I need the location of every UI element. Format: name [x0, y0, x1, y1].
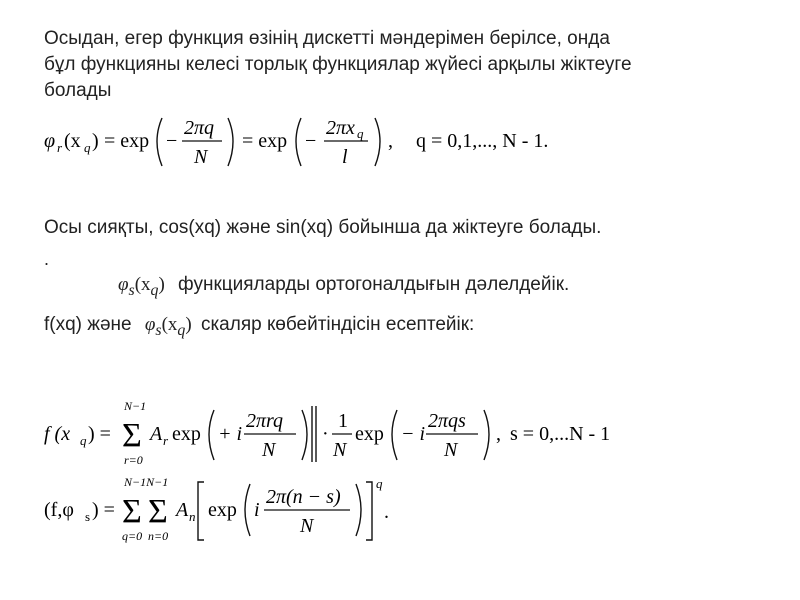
f3-sum-top: N−1N−1	[124, 475, 169, 489]
f1-arg: (x	[64, 130, 81, 152]
f3-frac-num: 2π(n − s)	[266, 486, 341, 508]
ortho-text: функцияларды ортогоналдығын дәлелдейік.	[178, 274, 570, 295]
f2-lhs: f (x	[44, 423, 71, 445]
f3-sum1-bottom: q=0	[122, 529, 143, 543]
scalar-product-line	[44, 312, 474, 343]
formula-1-svg	[44, 110, 604, 172]
f1-eq-exp-1: = exp	[104, 130, 150, 152]
f2-frac3-num: 2πqs	[428, 410, 466, 432]
f3-end: .	[384, 501, 389, 523]
f2-sum-top: N−1	[124, 399, 147, 413]
f3-lhs-close: ) =	[92, 499, 115, 521]
f3-bracket-left	[198, 482, 204, 540]
f2-frac1-num: 2πrq	[246, 410, 284, 432]
f3-lhs: (f,φ	[44, 499, 74, 521]
f2-coef: A	[150, 423, 163, 445]
f3-bracket-right	[366, 482, 372, 540]
f2-dot-op: ·	[322, 423, 329, 445]
formula-phi-r	[44, 110, 604, 172]
separator-dot: .	[44, 249, 50, 269]
paragraph-line-1: Осыдан, егер функция өзінің дискетті мәндерімен берілсе, онда	[44, 28, 610, 49]
f1-minus-1: −	[166, 130, 178, 152]
ortho-arg: (x	[134, 274, 151, 295]
f1-frac1-num: 2πq	[184, 117, 215, 139]
cos-sin-line: Осы сияқты, cos(xq) және sin(xq) бойынша да жіктеуге болады.	[44, 217, 602, 238]
f3-paren-left	[245, 484, 250, 536]
f1-right-paren-2	[375, 118, 380, 166]
f2-paren-1-right	[302, 410, 307, 460]
f3-exp: exp	[208, 499, 237, 521]
paragraph-line-2: бұл функцияны келесі торлық функциялар жүйесі арқылы жіктеуге	[44, 54, 632, 75]
f1-phi-sub: r	[57, 140, 63, 155]
scalar-phi-sub: s	[155, 321, 162, 339]
f1-range: q = 0,1,..., N - 1.	[416, 130, 549, 152]
f1-left-paren-2	[296, 118, 301, 166]
f2-exp2: exp	[355, 423, 384, 445]
f2-paren-2-right	[484, 410, 489, 460]
scalar-text: скаляр көбейтіндісін есептейік:	[200, 314, 475, 335]
f2-paren-1-left	[209, 410, 214, 460]
f2-plus-i: + i	[218, 423, 243, 445]
scalar-phi-expr	[144, 314, 192, 339]
formula-3-svg	[44, 474, 464, 548]
f1-frac2-num: 2πx	[326, 117, 355, 139]
f1-frac2-num-sub: q	[357, 126, 364, 141]
scalar-arg: (x	[161, 314, 178, 335]
f1-arg-sub: q	[84, 140, 91, 155]
f2-exp1: exp	[172, 423, 201, 445]
f2-frac2-num: 1	[338, 410, 348, 432]
f1-minus-2: −	[305, 130, 317, 152]
f2-sigma: Σ	[122, 417, 142, 454]
scalar-arg-sub: q	[177, 321, 186, 339]
f2-lhs-close: ) =	[88, 423, 111, 445]
f3-i: i	[254, 499, 260, 521]
ortho-phi-expr	[118, 274, 165, 299]
f2-frac3-den: N	[444, 439, 458, 461]
ortho-arg-sub: q	[150, 281, 159, 299]
f2-coef-sub: r	[163, 433, 169, 448]
f3-sigma-1: Σ	[122, 493, 142, 530]
formula-f-xq	[44, 398, 644, 470]
f1-phi: φ	[44, 130, 56, 152]
ortho-close: )	[158, 274, 165, 295]
f1-comma: ,	[388, 130, 393, 152]
f3-sum2-bottom: n=0	[148, 529, 169, 543]
formula-scalar-product	[44, 474, 464, 548]
f3-power: q	[376, 476, 383, 491]
f1-frac2-den: l	[342, 146, 348, 168]
scalar-close: )	[185, 314, 192, 335]
f1-right-paren-1	[228, 118, 233, 166]
f2-frac1-den: N	[262, 439, 276, 461]
f2-sum-bottom: r=0	[124, 453, 143, 467]
orthogonality-line	[118, 272, 569, 303]
f3-coef-sub: n	[189, 509, 196, 524]
f3-paren-right	[356, 484, 361, 536]
f2-lhs-sub: q	[80, 433, 87, 448]
f2-range: s = 0,...N - 1	[510, 423, 611, 445]
f3-lhs-sub: s	[85, 509, 91, 524]
scalar-prefix: f(xq) және	[44, 314, 132, 335]
f2-paren-2-left	[392, 410, 397, 460]
f2-frac2-den: N	[333, 439, 347, 461]
f3-sigma-2: Σ	[148, 493, 168, 530]
formula-2-svg	[44, 398, 644, 470]
f3-frac-den: N	[300, 515, 314, 537]
f1-eq-exp-2: = exp	[242, 130, 288, 152]
f2-comma: ,	[496, 423, 501, 445]
f2-minus-i: − i	[401, 423, 426, 445]
f1-left-paren-1	[157, 118, 162, 166]
f1-arg-close: )	[92, 130, 99, 152]
scalar-phi: φ	[144, 314, 156, 335]
ortho-phi: φ	[118, 274, 129, 295]
f1-frac1-den: N	[194, 146, 208, 168]
f3-coef: A	[176, 499, 189, 521]
paragraph-line-3: болады	[44, 80, 112, 101]
ortho-phi-sub: s	[128, 281, 135, 299]
